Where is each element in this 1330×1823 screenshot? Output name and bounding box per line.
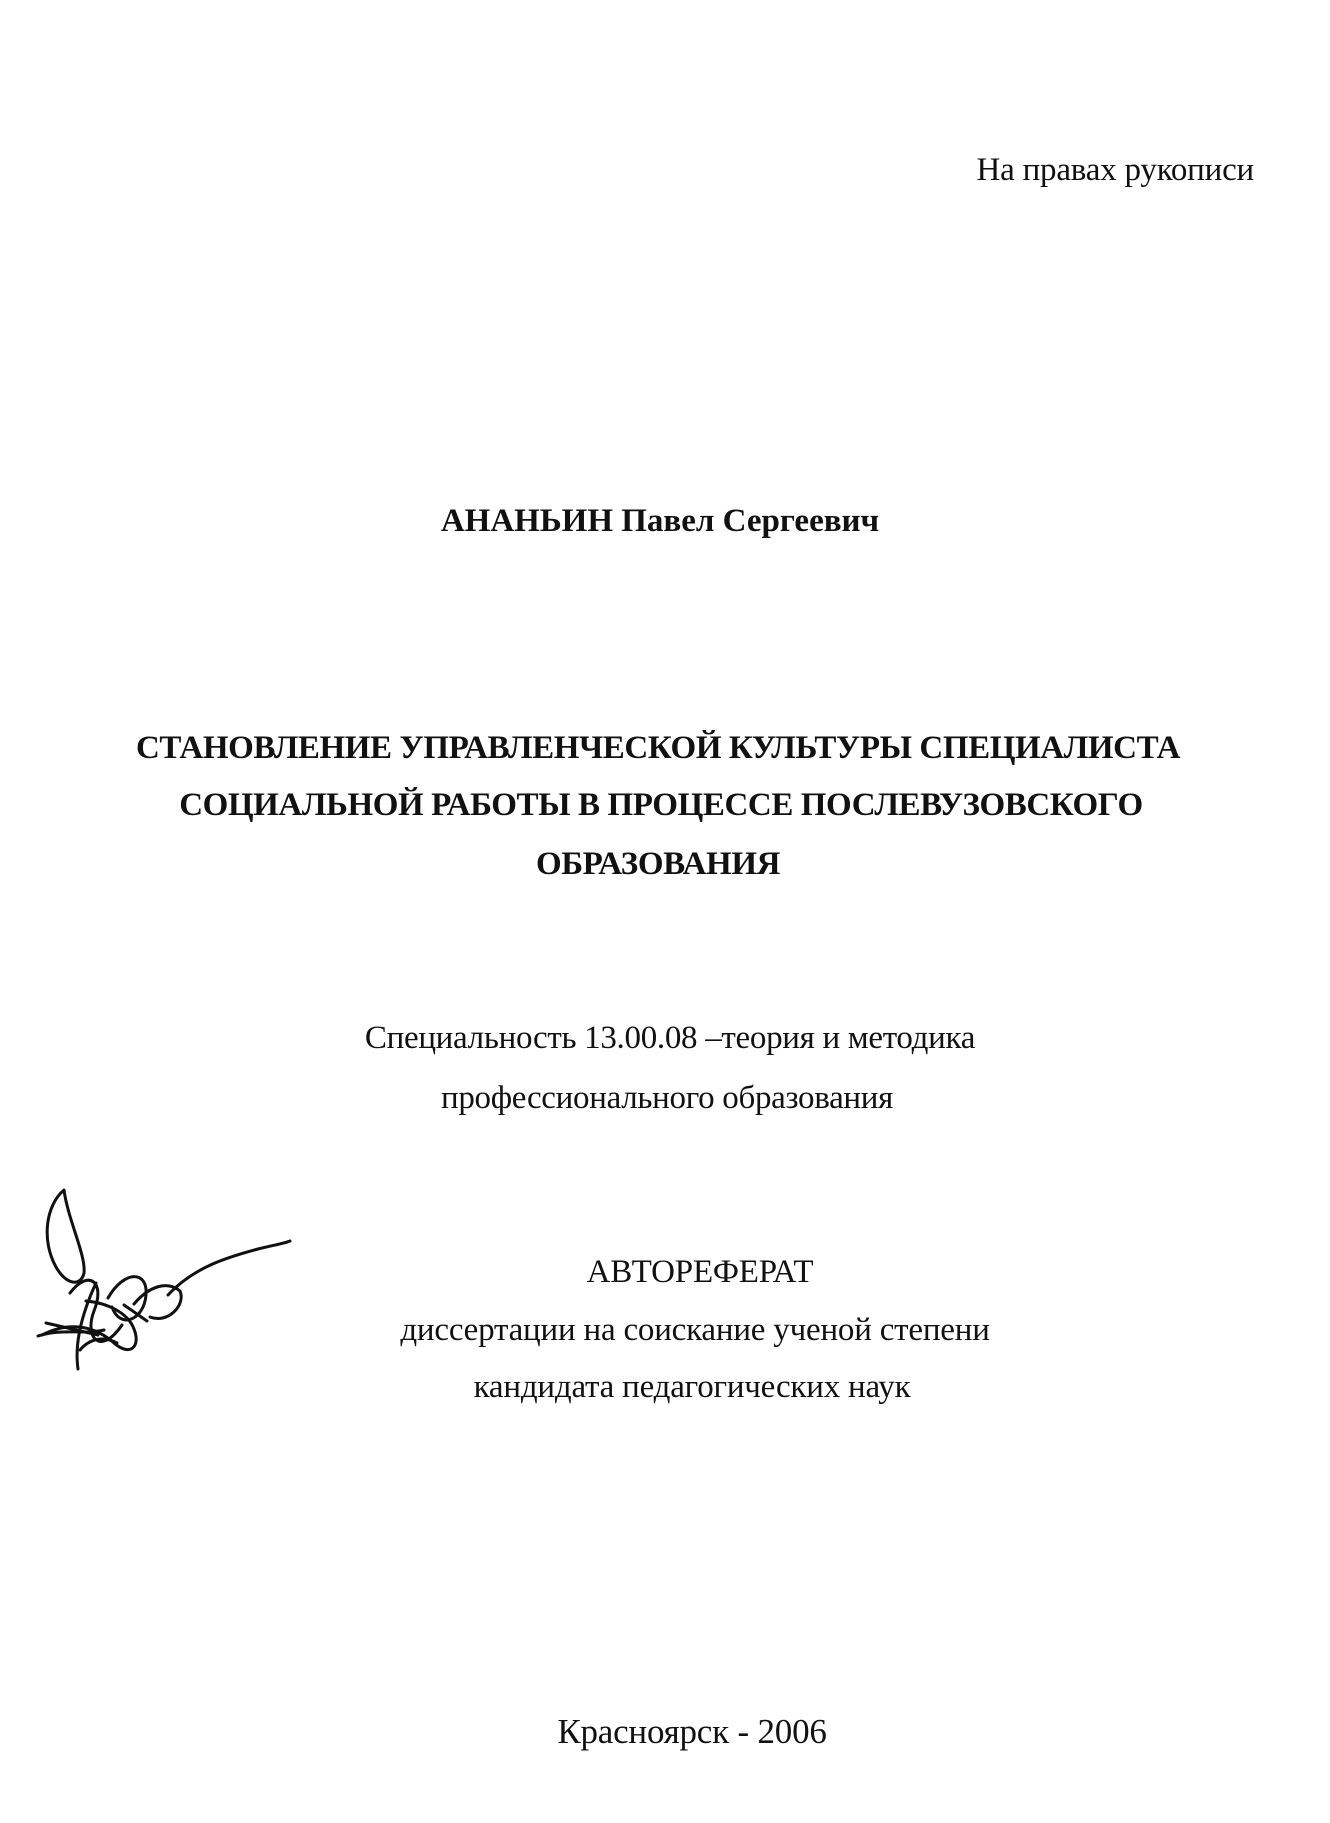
- specialty-line-2: профессионального образования: [440, 1080, 894, 1116]
- city-year: Красноярск - 2006: [557, 1712, 827, 1751]
- title-line-3: ОБРАЗОВАНИЯ: [535, 846, 781, 882]
- abstract-description-line-1: диссертации на соискание ученой степени: [400, 1312, 990, 1348]
- title-line-2: СОЦИАЛЬНОЙ РАБОТЫ В ПРОЦЕССЕ ПОСЛЕВУЗОВСКОГО: [179, 787, 1143, 823]
- manuscript-rights-note: На правах рукописи: [976, 152, 1254, 188]
- author-name: АНАНЬИН Павел Сергеевич: [440, 503, 880, 539]
- abstract-label: АВТОРЕФЕРАТ: [586, 1254, 814, 1290]
- title-line-1: СТАНОВЛЕНИЕ УПРАВЛЕНЧЕСКОЙ КУЛЬТУРЫ СПЕЦИАЛИСТА: [135, 730, 1181, 766]
- abstract-description-line-2: кандидата педагогических наук: [473, 1369, 911, 1405]
- specialty-line-1: Специальность 13.00.08 –теория и методика: [364, 1020, 976, 1056]
